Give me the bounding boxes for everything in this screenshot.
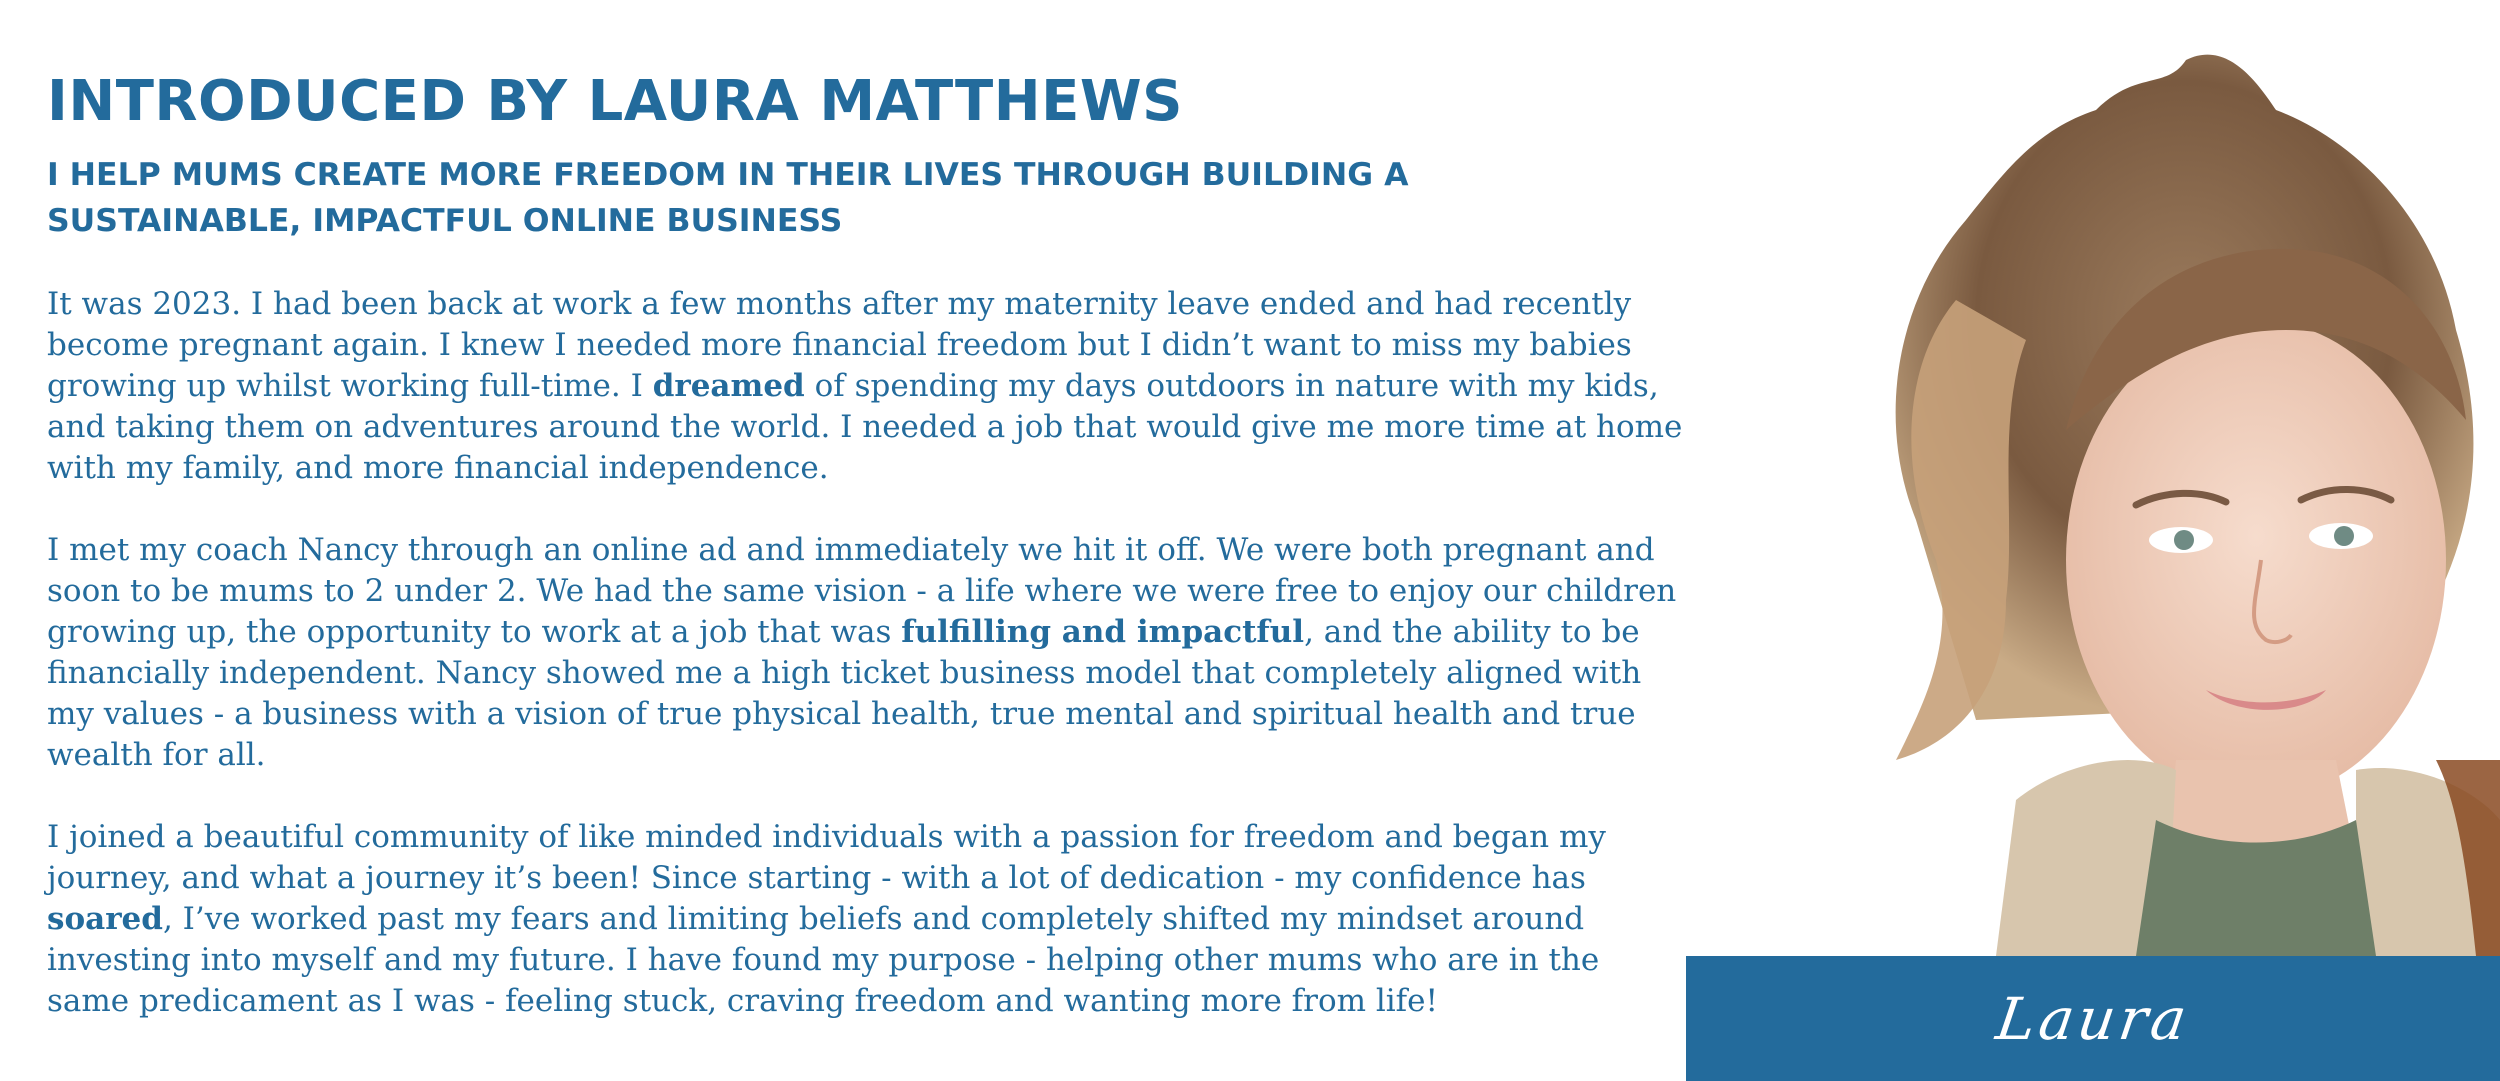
paragraph-text: , I’ve worked past my fears and limiting beliefs and completely shifted my mindset around investing into myself and my future. I have found my purpose - helping other mums who are in the same predicament as I was - feeling stuck, craving freedom and wanting more from life! <box>47 901 1600 1019</box>
right-iris-shape <box>2334 526 2354 546</box>
page-subtitle: I HELP MUMS CREATE MORE FREEDOM IN THEIR LIVES THROUGH BUILDING A SUSTAINABLE, IMPACTFUL ONLINE BUSINESS <box>47 157 1409 239</box>
emphasis-fulfilling: fulfilling and impactful <box>901 614 1305 650</box>
page-title: INTRODUCED BY LAURA MATTHEWS <box>47 69 1183 134</box>
paragraph-text: of spending my days outdoors in nature with my kids, and taking them on adventures around the world. I needed a job that would give me more time at home with my family, and more financial independence. <box>47 368 1683 486</box>
left-iris-shape <box>2174 530 2194 550</box>
face-shape <box>2066 320 2446 800</box>
paragraph-text: I joined a beautiful community of like minded individuals with a passion for freedom and began my journey, and what a journey it’s been! Since starting - with a lot of dedication - my confidence has <box>47 819 1606 896</box>
intro-text-column <box>47 60 1687 1022</box>
portrait-photo <box>1836 0 2500 956</box>
story-paragraph-1 <box>47 284 1687 489</box>
story-paragraph-3 <box>47 817 1687 1022</box>
emphasis-soared: soared <box>47 901 163 937</box>
emphasis-dreamed: dreamed <box>652 368 805 404</box>
paragraph-text: It was 2023. I had been back at work a few months after my maternity leave ended and had recently become pregnant again. I knew I needed more financial freedom but I didn’t want to miss my babies growing up whilst working full-time. I <box>47 286 1632 404</box>
paragraph-text: I met my coach Nancy through an online ad and immediately we hit it off. We were both pregnant and soon to be mums to 2 under 2. We had the same vision - a life where we were free to enjoy our children growing up, the opportunity to work at a job that was <box>47 532 1677 650</box>
signature-text: Laura <box>1991 984 2195 1053</box>
paragraph-text: , and the ability to be financially independent. Nancy showed me a high ticket business model that completely aligned with my values - a business with a vision of true physical health, true mental and spiritual health and true wealth for all. <box>47 614 1642 773</box>
signature-bar <box>1686 956 2500 1081</box>
portrait-illustration <box>1836 0 2500 956</box>
story-paragraph-2 <box>47 530 1687 776</box>
